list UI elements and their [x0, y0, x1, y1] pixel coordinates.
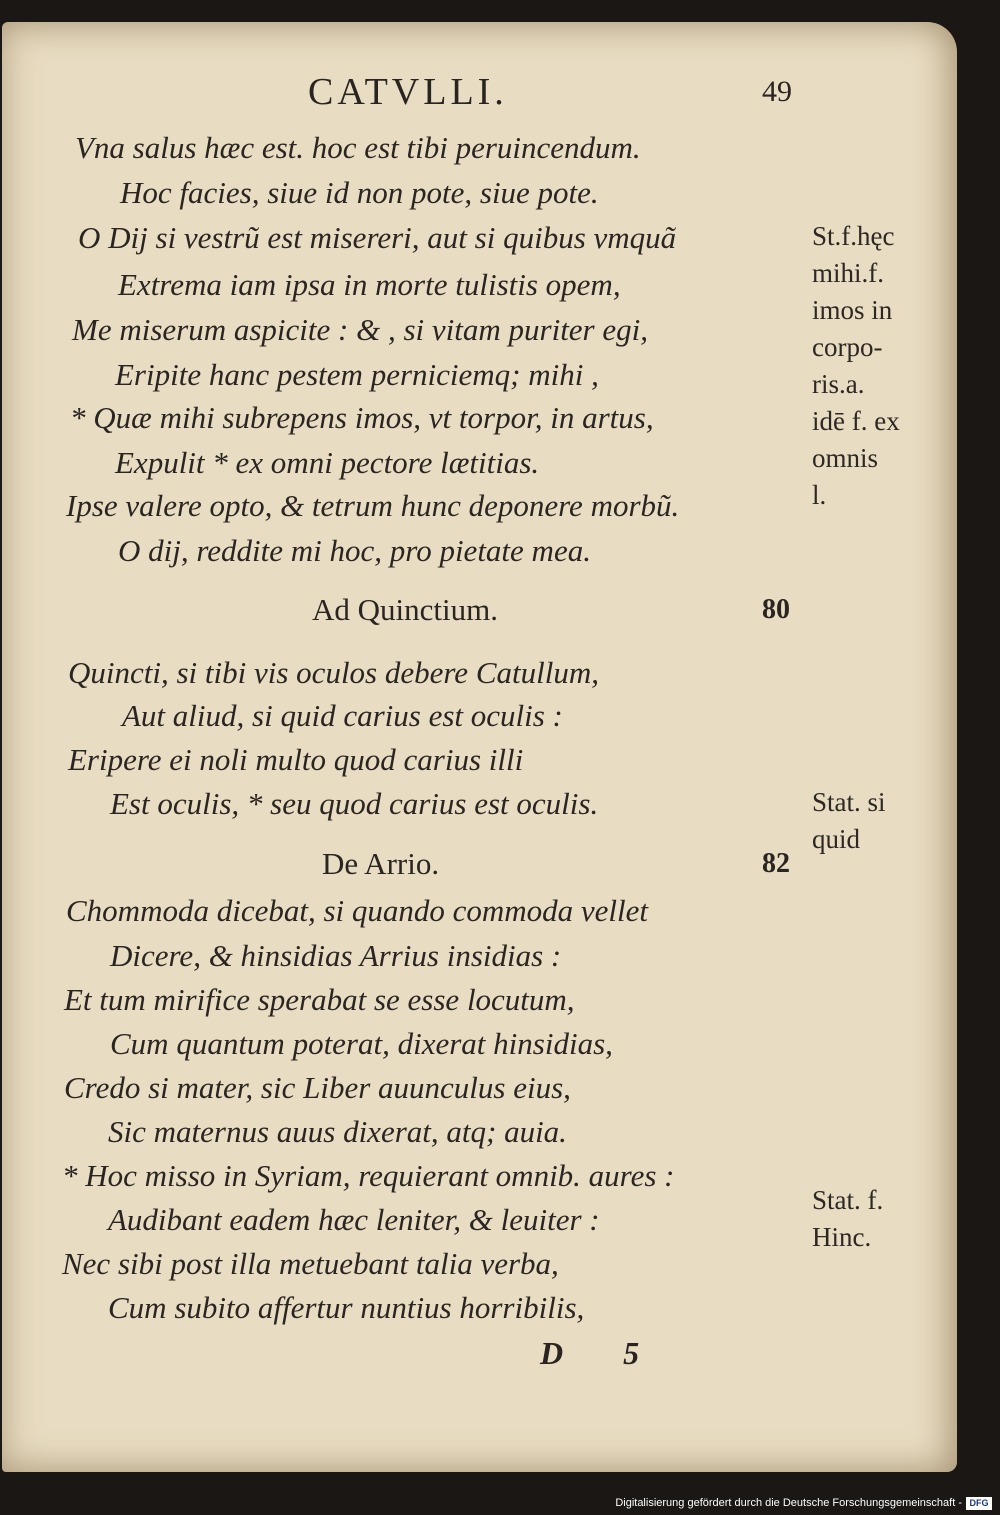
margin-note-line: St.f.hęc [812, 221, 895, 251]
verse-line: Nec sibi post illa metuebant talia verba, [62, 1246, 559, 1281]
section-number: 80 [762, 594, 790, 625]
verse-line: Cum quantum poterat, dixerat hinsidias, [110, 1026, 613, 1061]
margin-note-line: quid [812, 824, 861, 854]
margin-note [812, 1182, 883, 1256]
verse-line: Me miserum aspicite : & , si vitam puriter egi, [72, 312, 648, 347]
margin-note-line: omnis [812, 443, 879, 473]
verse-line: Dicere, & hinsidias Arrius insidias : [110, 938, 562, 973]
verse-line: Cum subito affertur nuntius horribilis, [108, 1290, 585, 1325]
verse-line: O dij, reddite mi hoc, pro pietate mea. [118, 533, 591, 568]
margin-note-line: l. [812, 480, 827, 510]
verse-line: Vna salus hæc est. hoc est tibi peruincendum. [75, 130, 641, 165]
margin-note-line: ris.a. [812, 369, 865, 399]
margin-note-line: mihi.f. [812, 258, 884, 288]
verse-line: Hoc facies, siue id non pote, siue pote. [120, 175, 599, 210]
margin-note-line: idē f. ex [812, 406, 900, 436]
verse-line: Expulit * ex omni pectore lætitias. [115, 445, 540, 480]
dfg-logo: DFG [966, 1497, 992, 1510]
digitization-credit: Digitalisierung gefördert durch die Deutsche Forschungsgemeinschaft - [615, 1497, 962, 1509]
section-number: 82 [762, 848, 790, 879]
catchword: D 5 [540, 1335, 666, 1371]
margin-note-line: Stat. si [812, 787, 886, 817]
verse-line: Eripite hanc pestem perniciemq; mihi , [115, 357, 599, 392]
verse-line: Audibant eadem hæc leniter, & leuiter : [108, 1202, 600, 1237]
verse-line: Et tum mirifice sperabat se esse locutum, [64, 982, 575, 1017]
margin-note [812, 784, 886, 858]
verse-line: Extrema iam ipsa in morte tulistis opem, [118, 267, 621, 302]
section-title: Ad Quinctium. [312, 592, 498, 627]
verse-line: Eripere ei noli multo quod carius illi [68, 742, 524, 777]
verse-line: Aut aliud, si quid carius est oculis : [122, 698, 563, 733]
margin-note-line: corpo- [812, 332, 883, 362]
verse-line: * Quæ mihi subrepens imos, vt torpor, in artus, [70, 400, 654, 435]
page-number: 49 [762, 75, 792, 108]
section-title: De Arrio. [322, 846, 440, 881]
verse-line: * Hoc misso in Syriam, requierant omnib. aures : [62, 1158, 675, 1193]
running-title: CATVLLI. [308, 71, 508, 113]
margin-note-line: Hinc. [812, 1222, 872, 1252]
margin-note-line: Stat. f. [812, 1185, 884, 1215]
verse-line: Quincti, si tibi vis oculos debere Catullum, [68, 655, 599, 690]
verse-line: Ipse valere opto, & tetrum hunc deponere morbũ. [66, 488, 680, 523]
margin-note [812, 218, 900, 514]
verse-line: O Dij si vestrũ est misereri, aut si quibus vmquã [78, 220, 677, 255]
verse-line: Est oculis, * seu quod carius est oculis. [110, 786, 599, 821]
verse-line: Sic maternus auus dixerat, atq; auia. [108, 1114, 567, 1149]
margin-note-line: imos in [812, 295, 893, 325]
verse-line: Credo si mater, sic Liber auunculus eius, [64, 1070, 571, 1105]
verse-line: Chommoda dicebat, si quando commoda vellet [66, 893, 649, 928]
